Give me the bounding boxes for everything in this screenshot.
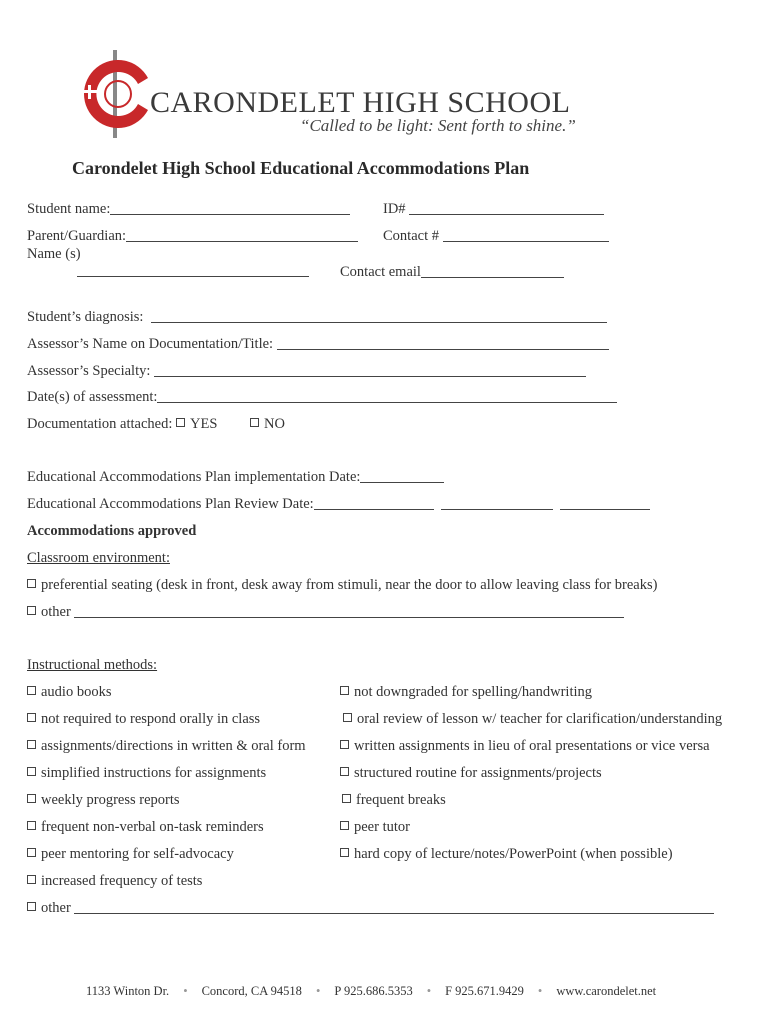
checkbox[interactable] (340, 686, 349, 695)
list-item (27, 845, 234, 863)
checkbox[interactable] (340, 740, 349, 749)
parent-guardian-label: Parent/Guardian: (27, 228, 127, 244)
implementation-date-field[interactable] (27, 468, 444, 486)
footer-website[interactable]: www.carondelet.net (556, 984, 657, 998)
diagnosis-field[interactable] (27, 308, 607, 326)
list-item (27, 710, 260, 728)
list-item (27, 737, 306, 755)
assessment-dates-field[interactable] (27, 388, 617, 406)
accommodations-heading: Accommodations approved (27, 523, 197, 539)
list-item-label: hard copy of lecture/notes/PowerPoint (when possible) (354, 846, 673, 862)
list-item (340, 737, 710, 755)
list-item (343, 710, 722, 728)
contact-number-field[interactable] (383, 227, 609, 245)
assessor-specialty-field[interactable] (27, 362, 586, 380)
list-item-label: assignments/directions in written & oral form (41, 738, 306, 754)
list-item (340, 764, 602, 782)
assessor-name-label: Assessor’s Name on Documentation/Title: (27, 336, 274, 352)
implementation-date-label: Educational Accommodations Plan implementation Date: (27, 469, 361, 485)
list-item (27, 764, 266, 782)
documentation-attached-row (27, 415, 217, 433)
page-title: Carondelet High School Educational Accommodations Plan (72, 158, 530, 178)
checkbox[interactable] (340, 767, 349, 776)
list-item-label: increased frequency of tests (41, 873, 203, 889)
checkbox[interactable] (27, 767, 36, 776)
bullet-icon: • (426, 984, 432, 998)
instructional-heading: Instructional methods: (27, 657, 158, 673)
checkbox[interactable] (340, 848, 349, 857)
review-date-label: Educational Accommodations Plan Review Date: (27, 496, 314, 512)
name-s-line[interactable] (77, 262, 309, 280)
classroom-other-checkbox[interactable] (27, 606, 36, 615)
list-item-label: simplified instructions for assignments (41, 765, 267, 781)
contact-email-label: Contact email (340, 264, 421, 280)
checkbox[interactable] (27, 821, 36, 830)
list-item-label: structured routine for assignments/projects (354, 765, 602, 781)
footer-fax: F 925.671.9429 (445, 984, 524, 998)
footer-address: 1133 Winton Dr. (86, 984, 170, 998)
list-item-label: frequent breaks (356, 792, 446, 808)
bullet-icon: • (315, 984, 321, 998)
list-item-other (27, 899, 714, 917)
list-item (27, 791, 180, 809)
list-item (27, 872, 202, 890)
list-item-label: audio books (41, 684, 112, 700)
checkbox[interactable] (340, 821, 349, 830)
list-item (342, 791, 446, 809)
instructional-other-input[interactable] (74, 899, 714, 914)
checkbox[interactable] (343, 713, 352, 722)
checkbox[interactable] (27, 686, 36, 695)
checkbox[interactable] (342, 794, 351, 803)
list-item-label: frequent non-verbal on-task reminders (41, 819, 264, 835)
list-item (340, 683, 592, 701)
review-date-field[interactable] (27, 495, 650, 513)
footer (86, 984, 656, 999)
student-name-field[interactable] (27, 200, 350, 218)
school-name: CARONDELET HIGH SCHOOL (150, 86, 571, 119)
yes-label: YES (189, 416, 218, 432)
classroom-other-input[interactable] (74, 603, 624, 618)
school-logo (70, 48, 160, 140)
classroom-item (27, 576, 657, 594)
student-name-label: Student name: (27, 201, 111, 217)
classroom-item-label: preferential seating (desk in front, desk away from stimuli, near the door to allow leaving class for breaks) (41, 577, 658, 593)
bullet-icon: • (183, 984, 188, 998)
classroom-item-other (27, 603, 624, 621)
assessment-dates-label: Date(s) of assessment: (27, 389, 158, 405)
list-item-label: not required to respond orally in class (41, 711, 261, 727)
contact-email-field[interactable] (340, 263, 564, 281)
list-item (340, 818, 410, 836)
documentation-attached-label: Documentation attached: (27, 416, 173, 432)
classroom-other-label: other (41, 604, 71, 620)
checkbox[interactable] (27, 848, 36, 857)
no-option (250, 415, 285, 433)
checkbox[interactable] (27, 740, 36, 749)
footer-city: Concord, CA 94518 (201, 984, 302, 998)
classroom-heading: Classroom environment: (27, 550, 170, 566)
diagnosis-label: Student’s diagnosis: (27, 309, 144, 325)
footer-phone: P 925.686.5353 (334, 984, 413, 998)
id-field[interactable] (383, 200, 604, 218)
no-label: NO (264, 416, 285, 432)
list-item (340, 845, 673, 863)
school-motto: “Called to be light: Sent forth to shine.” (300, 116, 576, 135)
list-item-label: oral review of lesson w/ teacher for clarification/understanding (357, 711, 723, 727)
checkbox[interactable] (27, 902, 36, 911)
name-s-label: Name (s) (27, 246, 81, 262)
classroom-checkbox[interactable] (27, 579, 36, 588)
checkbox[interactable] (27, 794, 36, 803)
list-item-label: peer mentoring for self-advocacy (41, 846, 234, 862)
bullet-icon: • (537, 984, 543, 998)
list-item-label: other (41, 900, 71, 916)
contact-number-label: Contact # (383, 228, 439, 244)
yes-checkbox[interactable] (176, 418, 185, 427)
list-item-label: written assignments in lieu of oral presentations or vice versa (354, 738, 710, 754)
list-item-label: peer tutor (354, 819, 410, 835)
list-item (27, 818, 264, 836)
assessor-name-field[interactable] (27, 335, 609, 353)
assessor-specialty-label: Assessor’s Specialty: (27, 363, 151, 379)
id-label: ID# (383, 201, 406, 217)
parent-guardian-field[interactable] (27, 227, 358, 245)
list-item-label: not downgraded for spelling/handwriting (354, 684, 592, 700)
no-checkbox[interactable] (250, 418, 259, 427)
list-item-label: weekly progress reports (41, 792, 180, 808)
crest-icon (70, 48, 160, 140)
checkbox[interactable] (27, 713, 36, 722)
checkbox[interactable] (27, 875, 36, 884)
list-item (27, 683, 111, 701)
